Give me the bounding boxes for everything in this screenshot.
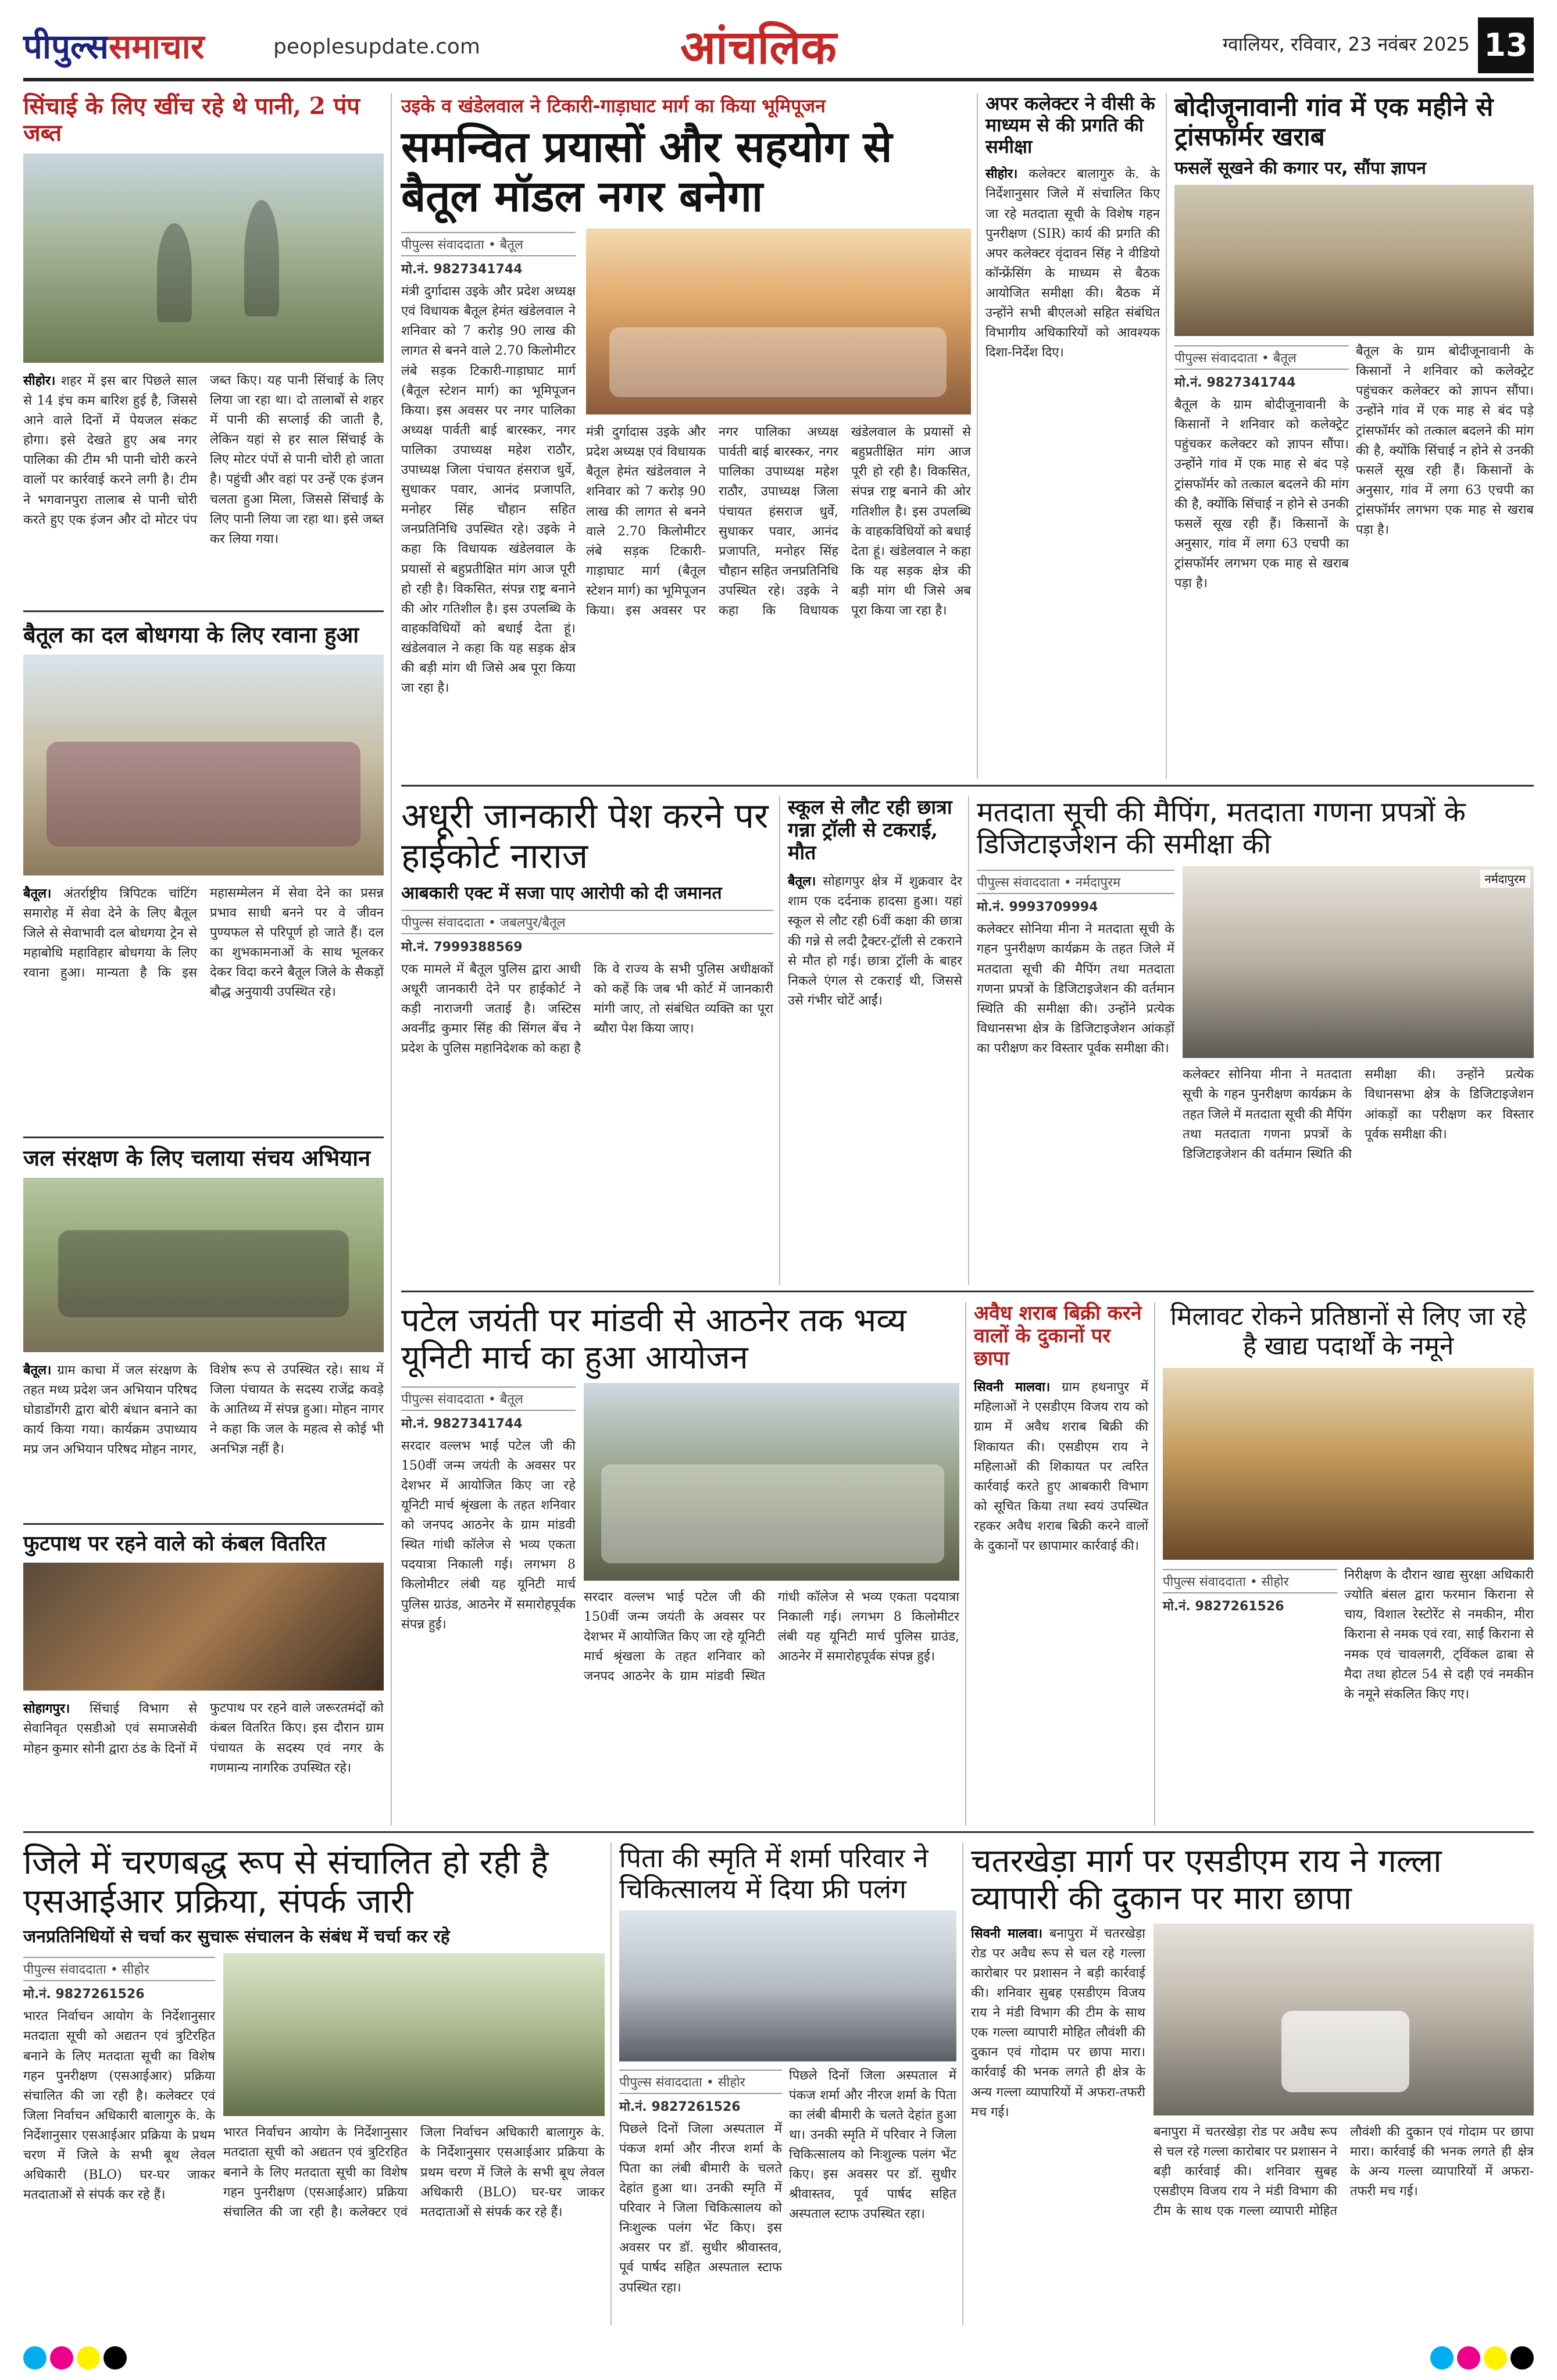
- masthead-logo[interactable]: [23, 22, 204, 68]
- story-mobile: मो.नं. 9827261526: [23, 1987, 145, 2002]
- story-blankets[interactable]: [23, 1532, 384, 1828]
- story-photo: [223, 1953, 605, 2116]
- story-byline: पीपुल्स संवाददाता • बैतूल: [401, 1386, 576, 1411]
- story-body: कलेक्टर सोनिया मीना ने मतदाता सूची के गहन पुनरीक्षण कार्यक्रम के तहत जिले में मतदाता सूची की मैपिंग तथा मतदाता गणना प्रपत्रों के डिजिटाइजेशन की वर्तमान स्थिति की समीक्षा की। उन्होंने प्रत्येक विधानसभा क्षेत्र के डिजिटाइजेशन आंकड़ों का परीक्षण कर विस्तार पूर्वक समीक्षा की।: [977, 922, 1174, 1056]
- story-headline[interactable]: सिंचाई के लिए खींच रहे थे पानी, 2 पंप जब्त: [23, 92, 360, 146]
- story-byline: पीपुल्स संवाददाता • बैतूल: [1174, 345, 1349, 370]
- story-mobile: मो.नं. 9827341744: [401, 262, 523, 277]
- masthead-right: समाचार: [108, 27, 205, 66]
- story-sir-process[interactable]: [23, 1843, 605, 2325]
- story-body: भारत निर्वाचन आयोग के निर्देशानुसार मतदाता सूची को अद्यतन एवं त्रुटिरहित बनाने के लिए मतदाता सूची का विशेष गहन पुनरीक्षण (एसआईआर) प्रक्रिया संचालित की जा रही है। कलेक्टर एवं जिला निर्वाचन अधिकारी बालागुरु के. के निर्देशानुसार एसआईआर प्रक्रिया के प्रथम चरण में जिले के सभी बूथ लेवल अधिकारी (BLO) घर-घर जाकर मतदाताओं से संपर्क कर रहे हैं।: [23, 2009, 215, 2203]
- story-model-city[interactable]: [401, 93, 971, 779]
- story-subheadline: आबकारी एक्ट में सजा पाए आरोपी को दी जमानत: [401, 883, 722, 903]
- story-photo: [584, 1383, 959, 1581]
- story-byline: पीपुल्स संवाददाता • सीहोर: [619, 2070, 782, 2094]
- story-headline[interactable]: मिलावट रोकने प्रतिष्ठानों से लिए जा रहे है खाद्य पदार्थों के नमूने: [1170, 1302, 1527, 1361]
- story-headline[interactable]: जल संरक्षण के लिए चलाया संचय अभियान: [23, 1145, 371, 1171]
- story-photo: [23, 1178, 384, 1352]
- story-body-continued: मंत्री दुर्गादास उइके और प्रदेश अध्यक्ष एवं विधायक बैतूल हेमंत खंडेलवाल ने शनिवार को 7 करोड़ 90 लाख की लागत से बनने वाले 2.70 किलोमीटर लंबे सड़क टिकारी-गाड़ाघाट मार्ग (बैतूल स्टेशन मार्ग) का भूमिपूजन किया। इस अवसर पर नगर पालिका अध्यक्ष पार्वती बाई बारस्कर, नगर पालिका उपाध्यक्ष महेश राठौर, उपाध्यक्ष जिला पंचायत हंसराज धुर्वे, सुधाकर पवार, आनंद प्रजापति, मनोहर सिंह चौहान सहित जनप्रतिनिधि उपस्थित रहे। उइके ने कहा कि विधायक खंडेलवाल के प्रयासों से बहुप्रतीक्षित मांग आज पूरी हो रही है। विकसित, संपन्न राष्ट्र बनाने की ओर गतिशील है। इस उपलब्धि के वाहकविधियों को बधाई देता हूं। खंडेलवाल ने कहा कि यह सड़क क्षेत्र की बड़ी मांग थी जिसे अब पूरा किया जा रहा है।: [586, 425, 971, 619]
- masthead-left: पीपुल्स: [23, 27, 109, 66]
- story-mobile: मो.नं. 9827341744: [401, 1416, 523, 1431]
- story-body: मंत्री दुर्गादास उइके और प्रदेश अध्यक्ष एवं विधायक बैतूल हेमंत खंडेलवाल ने शनिवार को 7 करोड़ 90 लाख की लागत से बनने वाले 2.70 किलोमीटर लंबे सड़क टिकारी-गाड़ाघाट मार्ग (बैतूल स्टेशन मार्ग) का भूमिपूजन किया। इस अवसर पर नगर पालिका अध्यक्ष पार्वती बाई बारस्कर, नगर पालिका उपाध्यक्ष महेश राठौर, उपाध्यक्ष जिला पंचायत हंसराज धुर्वे, सुधाकर पवार, आनंद प्रजापति, मनोहर सिंह चौहान सहित जनप्रतिनिधि उपस्थित रहे। उइके ने कहा कि विधायक खंडेलवाल के प्रयासों से बहुप्रतीक्षित मांग आज पूरी हो रही है। विकसित, संपन्न राष्ट्र बनाने की ओर गतिशील है। इस उपलब्धि के वाहकविधियों को बधाई देता हूं। खंडेलवाल ने कहा कि यह सड़क क्षेत्र की बड़ी मांग थी जिसे अब पूरा किया जा रहा है।: [401, 284, 576, 696]
- story-subheadline: जनप्रतिनिधियों से चर्चा कर सुचारू संचालन के संबंध में चर्चा कर रहे: [23, 1927, 450, 1947]
- page-header: [23, 12, 1534, 81]
- story-headline[interactable]: पटेल जयंती पर मांडवी से आठनेर तक भव्य यूनिटी मार्च का हुआ आयोजन: [401, 1302, 906, 1377]
- story-headline[interactable]: मतदाता सूची की मैपिंग, मतदाता गणना प्रपत्रों के डिजिटाइजेशन की समीक्षा की: [977, 796, 1466, 861]
- story-headline[interactable]: बैतूल का दल बोधगया के लिए रवाना हुआ: [23, 621, 359, 648]
- story-dateline: सीहोर।: [985, 166, 1018, 182]
- story-dateline: सोहागपुर।: [23, 1701, 70, 1717]
- story-headline[interactable]: जिले में चरणबद्ध रूप से संचालित हो रही है एसआईआर प्रक्रिया, संपर्क जारी: [23, 1842, 549, 1921]
- story-body-continued: कलेक्टर सोनिया मीना ने मतदाता सूची के गहन पुनरीक्षण कार्यक्रम के तहत जिले में मतदाता सूची की मैपिंग तथा मतदाता गणना प्रपत्रों के डिजिटाइजेशन की वर्तमान स्थिति की समीक्षा की। उन्होंने प्रत्येक विधानसभा क्षेत्र के डिजिटाइजेशन आंकड़ों का परीक्षण कर विस्तार पूर्वक समीक्षा की।: [1183, 1067, 1534, 1162]
- story-collector-vc[interactable]: [985, 93, 1160, 779]
- story-headline[interactable]: पिता की स्मृति में शर्मा परिवार ने चिकित्सालय में दिया फ्री पलंग: [619, 1842, 929, 1904]
- story-photo: [1154, 1924, 1534, 2115]
- story-irrigation[interactable]: [23, 93, 384, 605]
- story-body: एक मामले में बैतूल पुलिस द्वारा आधी अधूरी जानकारी देने पर हाईकोर्ट ने कड़ी नाराजगी जताई है। जस्टिस अवनींद्र कुमार सिंह की सिंगल बेंच ने प्रदेश के पुलिस महानिदेशक को कहा है कि वे राज्य के सभी पुलिस अधीक्षकों को कहें कि जब भी कोर्ट में जानकारी मांगी जाए, तो संबंधित व्यक्ति का पूरा ब्यौरा पेश किया जाए।: [401, 962, 773, 1056]
- photo-location-tag: नर्मदापुरम: [1480, 870, 1530, 888]
- story-dateline: बैतूल।: [23, 1362, 52, 1378]
- story-dateline: सीहोर।: [23, 373, 56, 388]
- story-body: शहर में इस बार पिछले साल से 14 इंच कम बारिश हुई है, जिससे आने वाले दिनों में पेयजल संकट होगा। इसे देखते हुए अब नगर पालिका की टीम भी पानी चोरी करने वालों पर कार्रवाई करने लगी है। टीम ने भगवानपुरा तालाब से पानी चोरी करते हुए एक इंजन और दो मोटर पंप जब्त किए। यह पानी सिंचाई के लिए लिया जा रहा था। दो तालाबों से शहर में पानी की सप्लाई की जाती है, लेकिन यहां से हर साल सिंचाई के लिए मोटर पंपों से पानी चोरी हो जाता है। पहुंची और वहां पर उन्हें एक इंजन चलता हुआ मिला, जिससे सिंचाई के लिए पानी लिया जा रहा था। इसे जब्त कर लिया गया।: [23, 373, 384, 546]
- story-mobile: मो.नं. 9827261526: [619, 2099, 741, 2114]
- story-body-continued: बनापुरा में चतरखेड़ा रोड पर अवैध रूप से चल रहे गल्ला कारोबार पर प्रशासन ने बड़ी कार्रवाई की। शनिवार सुबह एसडीएम विजय राय ने मंडी विभाग की टीम के साथ एक गल्ला व्यापारी मोहित लौवंशी की दुकान एवं गोदाम पर छापा मारा। कार्रवाई की भनक लगते ही क्षेत्र के अन्य गल्ला व्यापारियों में अफरा-तफरी मच गई।: [1154, 2124, 1534, 2219]
- registration-marks-left: [23, 2346, 127, 2370]
- story-food-samples[interactable]: [1163, 1302, 1534, 1825]
- story-subheadline: फसलें सूखने की कगार पर, सौंपा ज्ञापन: [1174, 158, 1426, 179]
- story-photo: [586, 228, 971, 414]
- story-body-continued: बैतूल के ग्राम बोदीजूनावानी के किसानों ने शनिवार को कलेक्ट्रेट पहुंचकर कलेक्टर को ज्ञापन सौंपा। उन्होंने गांव में एक माह से बंद पड़े ट्रांसफॉर्मर को तत्काल बदलने की मांग की है, क्योंकि सिंचाई न होने से उनकी फसलें सूख रही हैं। किसानों के अनुसार, गांव में लगा 63 एचपी का ट्रांसफॉर्मर लगभग एक माह से खराब पड़ा है।: [1356, 344, 1534, 538]
- story-body-continued: सरदार वल्लभ भाई पटेल जी की 150वीं जन्म जयंती के अवसर पर देशभर में आयोजित किए जा रहे यूनिटी मार्च श्रृंखला के तहत शनिवार को जनपद आठनेर के ग्राम मांडवी स्थित गांधी कॉलेज से भव्य एकता पदयात्रा निकाली गई। लगभग 8 किलोमीटर लंबी यह यूनिटी मार्च पुलिस ग्राउंड, आठनेर में समारोहपूर्वक संपन्न हुई।: [584, 1589, 959, 1684]
- story-byline: पीपुल्स संवाददाता • बैतूल: [401, 232, 576, 256]
- story-photo: [23, 1563, 384, 1691]
- story-dateline: बैतूल।: [23, 885, 52, 901]
- story-body: पिछले दिनों जिला अस्पताल में पंकज शर्मा और नीरज शर्मा के पिता का लंबी बीमारी के चलते देहांत हुआ था। उनकी स्मृति में परिवार ने जिला चिकित्सालय को निःशुल्क पलंग भेंट किए। इस अवसर पर डॉ. सुधीर श्रीवास्तव, पूर्व पार्षद सहित अस्पताल स्टाफ उपस्थित रहा।: [619, 2121, 782, 2295]
- story-voter-mapping[interactable]: [977, 796, 1534, 1285]
- story-mobile: मो.नं. 9827341744: [1174, 376, 1296, 391]
- story-body: सोहागपुर क्षेत्र में शुक्रवार देर शाम एक दर्दनाक हादसा हुआ। यहां स्कूल से लौट रही 6वीं कक्षा की छात्रा की गन्ने से लदी ट्रैक्टर-ट्रॉली से टकराने से मौत हो गई। छात्रा ट्रॉली के बाहर निकले एंगल से टकराई थी, जिससे उसे गंभीर चोटें आईं।: [788, 874, 962, 1008]
- site-url-link[interactable]: peoplesupdate.com: [273, 35, 480, 59]
- story-dateline: सिवनी मालवा।: [971, 1925, 1043, 1941]
- story-photo: [1183, 866, 1534, 1058]
- story-headline[interactable]: स्कूल से लौट रही छात्रा गन्ना ट्रॉली से टकराई, मौत: [788, 796, 952, 865]
- story-body-continued: पिछले दिनों जिला अस्पताल में पंकज शर्मा और नीरज शर्मा के पिता का लंबी बीमारी के चलते देहांत हुआ था। उनकी स्मृति में परिवार ने जिला चिकित्सालय को निःशुल्क पलंग भेंट किए। इस अवसर पर डॉ. सुधीर श्रीवास्तव, पूर्व पार्षद सहित अस्पताल स्टाफ उपस्थित रहा।: [789, 2068, 956, 2222]
- story-byline: पीपुल्स संवाददाता • जबलपुर/बैतूल: [401, 910, 773, 934]
- story-transformer[interactable]: [1174, 93, 1534, 779]
- story-body-continued: भारत निर्वाचन आयोग के निर्देशानुसार मतदाता सूची को अद्यतन एवं त्रुटिरहित बनाने के लिए मतदाता सूची का विशेष गहन पुनरीक्षण (एसआईआर) प्रक्रिया संचालित की जा रही है। कलेक्टर एवं जिला निर्वाचन अधिकारी बालागुरु के. के निर्देशानुसार एसआईआर प्रक्रिया के प्रथम चरण में जिले के सभी बूथ लेवल अधिकारी (BLO) घर-घर जाकर मतदाताओं से संपर्क कर रहे हैं।: [223, 2125, 605, 2220]
- story-byline: पीपुल्स संवाददाता • सीहोर: [23, 1957, 215, 1981]
- story-body: बनापुरा में चतरखेड़ा रोड पर अवैध रूप से चल रहे गल्ला कारोबार पर प्रशासन ने बड़ी कार्रवाई की। शनिवार सुबह एसडीएम विजय राय ने मंडी विभाग की टीम के साथ एक गल्ला व्यापारी मोहित लौवंशी की दुकान एवं गोदाम पर छापा मारा। कार्रवाई की भनक लगते ही क्षेत्र के अन्य गल्ला व्यापारियों में अफरा-तफरी मच गई।: [971, 1926, 1145, 2120]
- story-student-death[interactable]: [788, 796, 962, 1285]
- story-body: निरीक्षण के दौरान खाद्य सुरक्षा अधिकारी ज्योति बंसल द्वारा फरमान किराना से चाय, विशाल रेस्टोरेंट से नमकीन, मीरा किराना से नमक एवं रवा, साईं किराना से नमक एवं चावलगरी, ट्विंकल ढाबा से मैदा तथा होटल 54 से दही एवं नमकीन के नमूने संकलित किए गए।: [1344, 1568, 1534, 1702]
- story-body: सिंचाई विभाग से सेवानिवृत एसडीओ एवं समाजसेवी मोहन कुमार सोनी द्वारा ठंड के दिनों में फुटपाथ पर रहने वाले जरूरतमंदों को कंबल वितरित किए। इस दौरान ग्राम पंचायत के सदस्य एवं नगर के गणमान्य नागरिक उपस्थित रहे।: [23, 1701, 384, 1775]
- story-body: कलेक्टर बालागुरु के. के निर्देशानुसार जिले में संचालित किए जा रहे मतदाता सूची के विशेष गहन पुनरीक्षण (SIR) कार्य की प्रगति की अपर कलेक्टर वृंदावन सिंह ने वीडियो कॉन्फ्रेंसिंग के माध्यम से बैठक आयोजित समीक्षा की। बैठक में उन्होंने सभी बीएलओ सहित संबंधित विभागीय अधिकारियों को आवश्यक दिशा-निर्देश दिए।: [985, 167, 1160, 360]
- registration-marks-right: [1430, 2346, 1534, 2370]
- story-kicker: उइके व खंडेलवाल ने टिकारी-गाड़ाघाट मार्ग का किया भूमिपूजन: [401, 95, 826, 117]
- story-headline[interactable]: समन्वित प्रयासों और सहयोग से बैतूल मॉडल नगर बनेगा: [401, 122, 892, 222]
- story-mobile: मो.नं. 9993709994: [977, 900, 1098, 915]
- story-body: बैतूल के ग्राम बोदीजूनावानी के किसानों ने शनिवार को कलेक्ट्रेट पहुंचकर कलेक्टर को ज्ञापन सौंपा। उन्होंने गांव में एक माह से बंद पड़े ट्रांसफॉर्मर को तत्काल बदलने की मांग की है, क्योंकि सिंचाई न होने से उनकी फसलें सूख रही हैं। किसानों के अनुसार, गांव में लगा 63 एचपी का ट्रांसफॉर्मर लगभग एक माह से खराब पड़ा है।: [1174, 398, 1349, 591]
- story-liquor-raid[interactable]: [974, 1302, 1148, 1825]
- story-headline[interactable]: चतरखेड़ा मार्ग पर एसडीएम राय ने गल्ला व्यापारी की दुकान पर मारा छापा: [971, 1842, 1442, 1918]
- story-body: सरदार वल्लभ भाई पटेल जी की 150वीं जन्म जयंती के अवसर पर देशभर में आयोजित किए जा रहे यूनिटी मार्च श्रृंखला के तहत शनिवार को जनपद आठनेर के ग्राम मांडवी स्थित गांधी कॉलेज से भव्य एकता पदयात्रा निकाली गई। लगभग 8 किलोमीटर लंबी यह यूनिटी मार्च पुलिस ग्राउंड, आठनेर में समारोहपूर्वक संपन्न हुई।: [401, 1438, 576, 1632]
- story-mobile: मो.नं. 7999388569: [401, 940, 523, 955]
- edition-date: ग्वालियर, रविवार, 23 नवंबर 2025: [1222, 33, 1470, 55]
- story-headline[interactable]: अवैध शराब बिक्री करने वालों के दुकानों पर छापा: [974, 1302, 1142, 1371]
- story-byline: पीपुल्स संवाददाता • सीहोर: [1163, 1569, 1337, 1593]
- story-byline: पीपुल्स संवाददाता • नर्मदापुरम: [977, 870, 1174, 894]
- story-photo: [619, 1910, 956, 2061]
- story-water-conservation[interactable]: [23, 1145, 384, 1517]
- story-photo: [23, 655, 384, 875]
- story-patel-march[interactable]: [401, 1302, 959, 1825]
- story-headline[interactable]: बोदीजूनावानी गांव में एक महीने से ट्रांसफॉर्मर खराब: [1174, 92, 1494, 152]
- story-photo: [1163, 1368, 1534, 1560]
- section-title: आंचलिक: [680, 20, 837, 74]
- story-dateline: सिवनी मालवा।: [974, 1380, 1051, 1395]
- page-number-badge: 13: [1478, 17, 1534, 73]
- story-betul-team[interactable]: [23, 622, 384, 1134]
- story-high-court[interactable]: [401, 796, 773, 1285]
- story-photo: [1174, 185, 1534, 336]
- story-mobile: मो.नं. 9827261526: [1163, 1599, 1284, 1614]
- story-headline[interactable]: फुटपाथ पर रहने वाले को कंबल वितरित: [23, 1531, 326, 1556]
- story-dateline: बैतूल।: [788, 874, 816, 889]
- story-headline[interactable]: अधूरी जानकारी पेश करने पर हाईकोर्ट नाराज: [401, 796, 769, 877]
- story-free-beds[interactable]: [619, 1843, 956, 2325]
- story-grain-raid[interactable]: [971, 1843, 1534, 2325]
- story-body: ग्राम काचा में जल संरक्षण के तहत मध्य प्रदेश जन अभियान परिषद घोडाडोंगरी द्वारा बोरी बंधान बनाने का कार्य किया गया। कार्यक्रम उपाध्याय मप्र जन अभियान परिषद मोहन नागर, विशेष रूप से उपस्थित रहे। साथ में जिला पंचायत के सदस्य राजेंद्र कवड़े के आतिथ्य में संपन्न हुआ। मोहन नागर ने कहा कि जल के महत्व से कोई भी अनभिज्ञ नहीं है।: [23, 1362, 384, 1457]
- story-body: ग्राम हथनापुर में महिलाओं ने एसडीएम विजय राय को ग्राम में अवैध शराब बिक्री की शिकायत की। एसडीएम राय ने महिलाओं की शिकायत पर त्वरित कार्रवाई करते हुए आबकारी विभाग को सूचित किया तथा स्वयं उपस्थित रहकर अवैध शराब बिक्री करने वालों के दुकानों पर छापामार कार्रवाई की।: [974, 1380, 1148, 1554]
- story-photo: [23, 153, 384, 363]
- story-body: अंतर्राष्ट्रीय त्रिपिटक चांटिंग समारोह में सेवा देने के लिए बैतूल जिले से सेवाभावी दल बोधगया ट्रेन से महाबोधि महाविहार बोधगया के लिए रवाना हुआ। मान्यता है कि इस महासम्मेलन में सेवा देने का प्रसन्न प्रभाव साधी बनने पर वे जीवन पुण्यफल से परिपूर्ण हो जाते हैं। दल का शुभकामनाओं के साथ भूलकर देकर विदा करने बैतूल जिले के सैकड़ों बौद्ध अनुयायी उपस्थित रहे।: [23, 885, 384, 1000]
- story-headline[interactable]: अपर कलेक्टर ने वीसी के माध्यम से की प्रगति की समीक्षा: [985, 92, 1155, 158]
